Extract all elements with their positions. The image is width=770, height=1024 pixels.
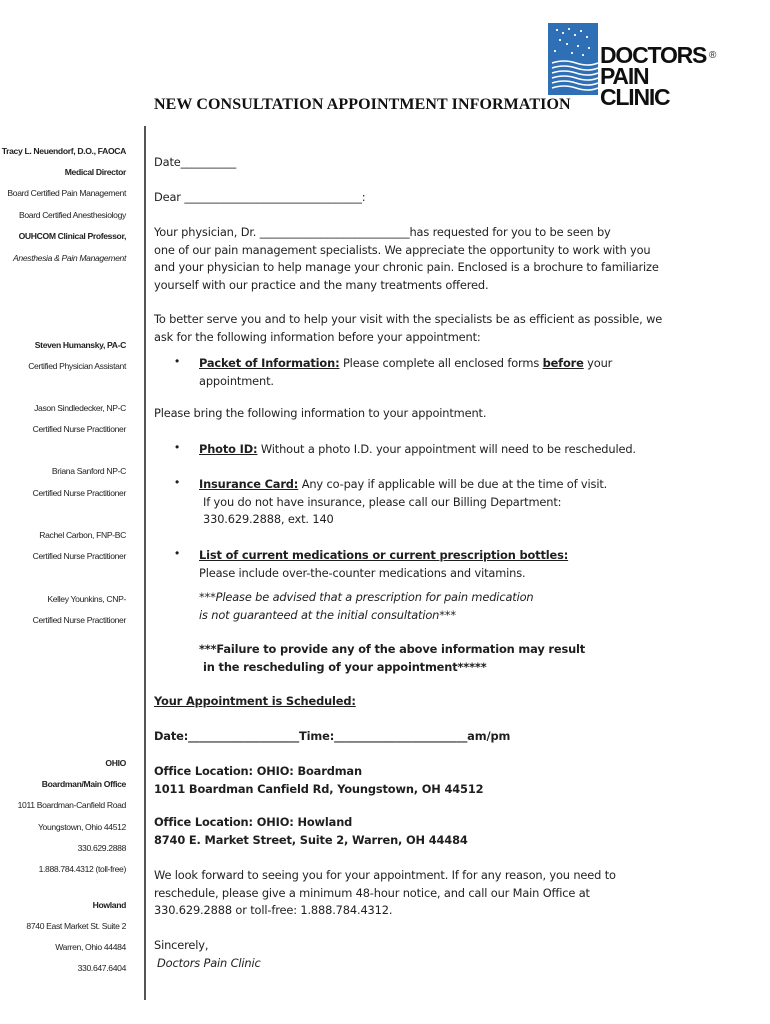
staff-title: Certified Nurse Practitioner: [32, 488, 126, 498]
sidebar-divider: [144, 126, 146, 1000]
intro-paragraph-line: yourself with our practice and the many treatments offered.: [154, 277, 489, 292]
logo-mark-icon: [548, 23, 598, 95]
medications-line2: Please include over-the-counter medications and vitamins.: [199, 565, 526, 580]
staff-title: Certified Nurse Practitioner: [32, 424, 126, 434]
date-time-line: Date:____________________Time:________________________am/pm: [154, 729, 511, 743]
bring-line: Please bring the following information to your appointment.: [154, 406, 487, 420]
failure-note-line: ***Failure to provide any of the above information may result: [199, 642, 586, 656]
office-name: Boardman/Main Office: [41, 779, 126, 789]
location-boardman-line: 1011 Boardman Canfield Rd, Youngstown, OH 44512: [154, 781, 484, 796]
office-street: 8740 East Market St. Suite 2: [26, 921, 126, 931]
staff-title: Medical Director: [64, 167, 126, 177]
rx-note-line: ***Please be advised that a prescription for pain medication: [199, 590, 534, 604]
bullet-icon: •: [175, 440, 180, 454]
doctors-pain-clinic-logo: [548, 23, 720, 110]
request-paragraph-line: To better serve you and to help your visit with the specialists be as efficient as possible, we: [154, 312, 663, 326]
staff-name: Tracy L. Neuendorf, D.O., FAOCA: [1, 146, 126, 156]
staff-title: Certified Nurse Practitioner: [32, 615, 126, 625]
staff-credential: Board Certified Anesthesiology: [18, 210, 126, 220]
office-heading: Howland: [92, 900, 126, 910]
office-heading: OHIO: [105, 758, 126, 768]
insurance-item: [199, 476, 607, 494]
staff-name: Briana Sanford NP-C: [51, 466, 126, 476]
staff-credential: Anesthesia & Pain Management: [13, 253, 126, 263]
logo-wordmark: [600, 42, 720, 110]
staff-title: Certified Nurse Practitioner: [32, 551, 126, 561]
request-paragraph-line: ask for the following information before your appointment:: [154, 329, 481, 344]
intro-paragraph-line: Your physician, Dr. ___________________________has requested for you to be seen by: [154, 225, 611, 239]
office-phone: 330.647.6404: [77, 963, 126, 973]
medications-label: List of current medications or current prescription bottles:: [199, 548, 569, 562]
office-city: Youngstown, Ohio 44512: [37, 822, 126, 832]
packet-text-after: your: [583, 356, 613, 370]
salutation-line: Dear ________________________________:: [154, 190, 366, 204]
staff-title: Certified Physician Assistant: [28, 361, 126, 371]
failure-note-line: in the rescheduling of your appointment*****: [203, 659, 487, 674]
intro-paragraph-line: one of our pain management specialists. We appreciate the opportunity to work with you: [154, 242, 651, 257]
packet-item: [199, 355, 612, 373]
bullet-icon: •: [175, 354, 180, 368]
packet-label: Packet of Information:: [199, 356, 340, 370]
closing-paragraph-line: 330.629.2888 or toll-free: 1.888.784.4312.: [154, 903, 393, 917]
page-title: NEW CONSULTATION APPOINTMENT INFORMATION: [154, 96, 571, 113]
insurance-line2: If you do not have insurance, please call our Billing Department:: [203, 494, 562, 509]
closing-paragraph-line: We look forward to seeing you for your appointment. If for any reason, you need to: [154, 868, 616, 882]
bullet-icon: •: [175, 546, 180, 560]
insurance-line3: 330.629.2888, ext. 140: [203, 512, 334, 526]
staff-name: Jason Sindledecker, NP-C: [34, 403, 126, 413]
location-howland-line: 8740 E. Market Street, Suite 2, Warren, OH 44484: [154, 832, 468, 847]
scheduled-heading: Your Appointment is Scheduled:: [154, 694, 356, 708]
registered-mark: ®: [709, 50, 717, 61]
date-line: Date__________: [154, 155, 237, 169]
closing-paragraph-line: reschedule, please give a minimum 48-hour notice, and call our Main Office at: [154, 885, 590, 900]
insurance-label: Insurance Card:: [199, 477, 299, 491]
packet-text: Please complete all enclosed forms: [339, 356, 543, 370]
sincerely-line: Sincerely,: [154, 938, 209, 952]
office-tollfree: 1.888.784.4312 (toll-free): [38, 864, 126, 874]
staff-name: Steven Humansky, PA-C: [34, 340, 126, 350]
photo-id-text: Without a photo I.D. your appointment will need to be rescheduled.: [257, 442, 636, 456]
office-city: Warren, Ohio 44484: [55, 942, 126, 952]
logo-line2: PAIN CLINIC: [600, 63, 670, 110]
bullet-icon: •: [175, 475, 180, 489]
photo-id-item: [199, 441, 636, 459]
staff-credential: OUHCOM Clinical Professor,: [18, 231, 126, 241]
office-street: 1011 Boardman-Canfield Road: [17, 800, 126, 810]
signature-line: Doctors Pain Clinic: [157, 955, 261, 970]
staff-name: Rachel Carbon, FNP-BC: [39, 530, 126, 540]
location-howland-line: Office Location: OHIO: Howland: [154, 815, 353, 829]
packet-emphasis: before: [542, 356, 584, 370]
location-boardman-line: Office Location: OHIO: Boardman: [154, 764, 362, 778]
rx-note-line: is not guaranteed at the initial consultation***: [199, 607, 456, 622]
intro-paragraph-line: and your physician to help manage your chronic pain. Enclosed is a brochure to familiarize: [154, 260, 659, 274]
packet-item-line2: appointment.: [199, 373, 274, 388]
staff-credential: Board Certified Pain Management: [7, 188, 126, 198]
photo-id-label: Photo ID:: [199, 442, 258, 456]
insurance-text: Any co-pay if applicable will be due at the time of visit.: [298, 477, 608, 491]
office-phone: 330.629.2888: [77, 843, 126, 853]
staff-name: Kelley Younkins, CNP-: [47, 594, 126, 604]
logo-line1: DOCTORS: [600, 42, 707, 68]
